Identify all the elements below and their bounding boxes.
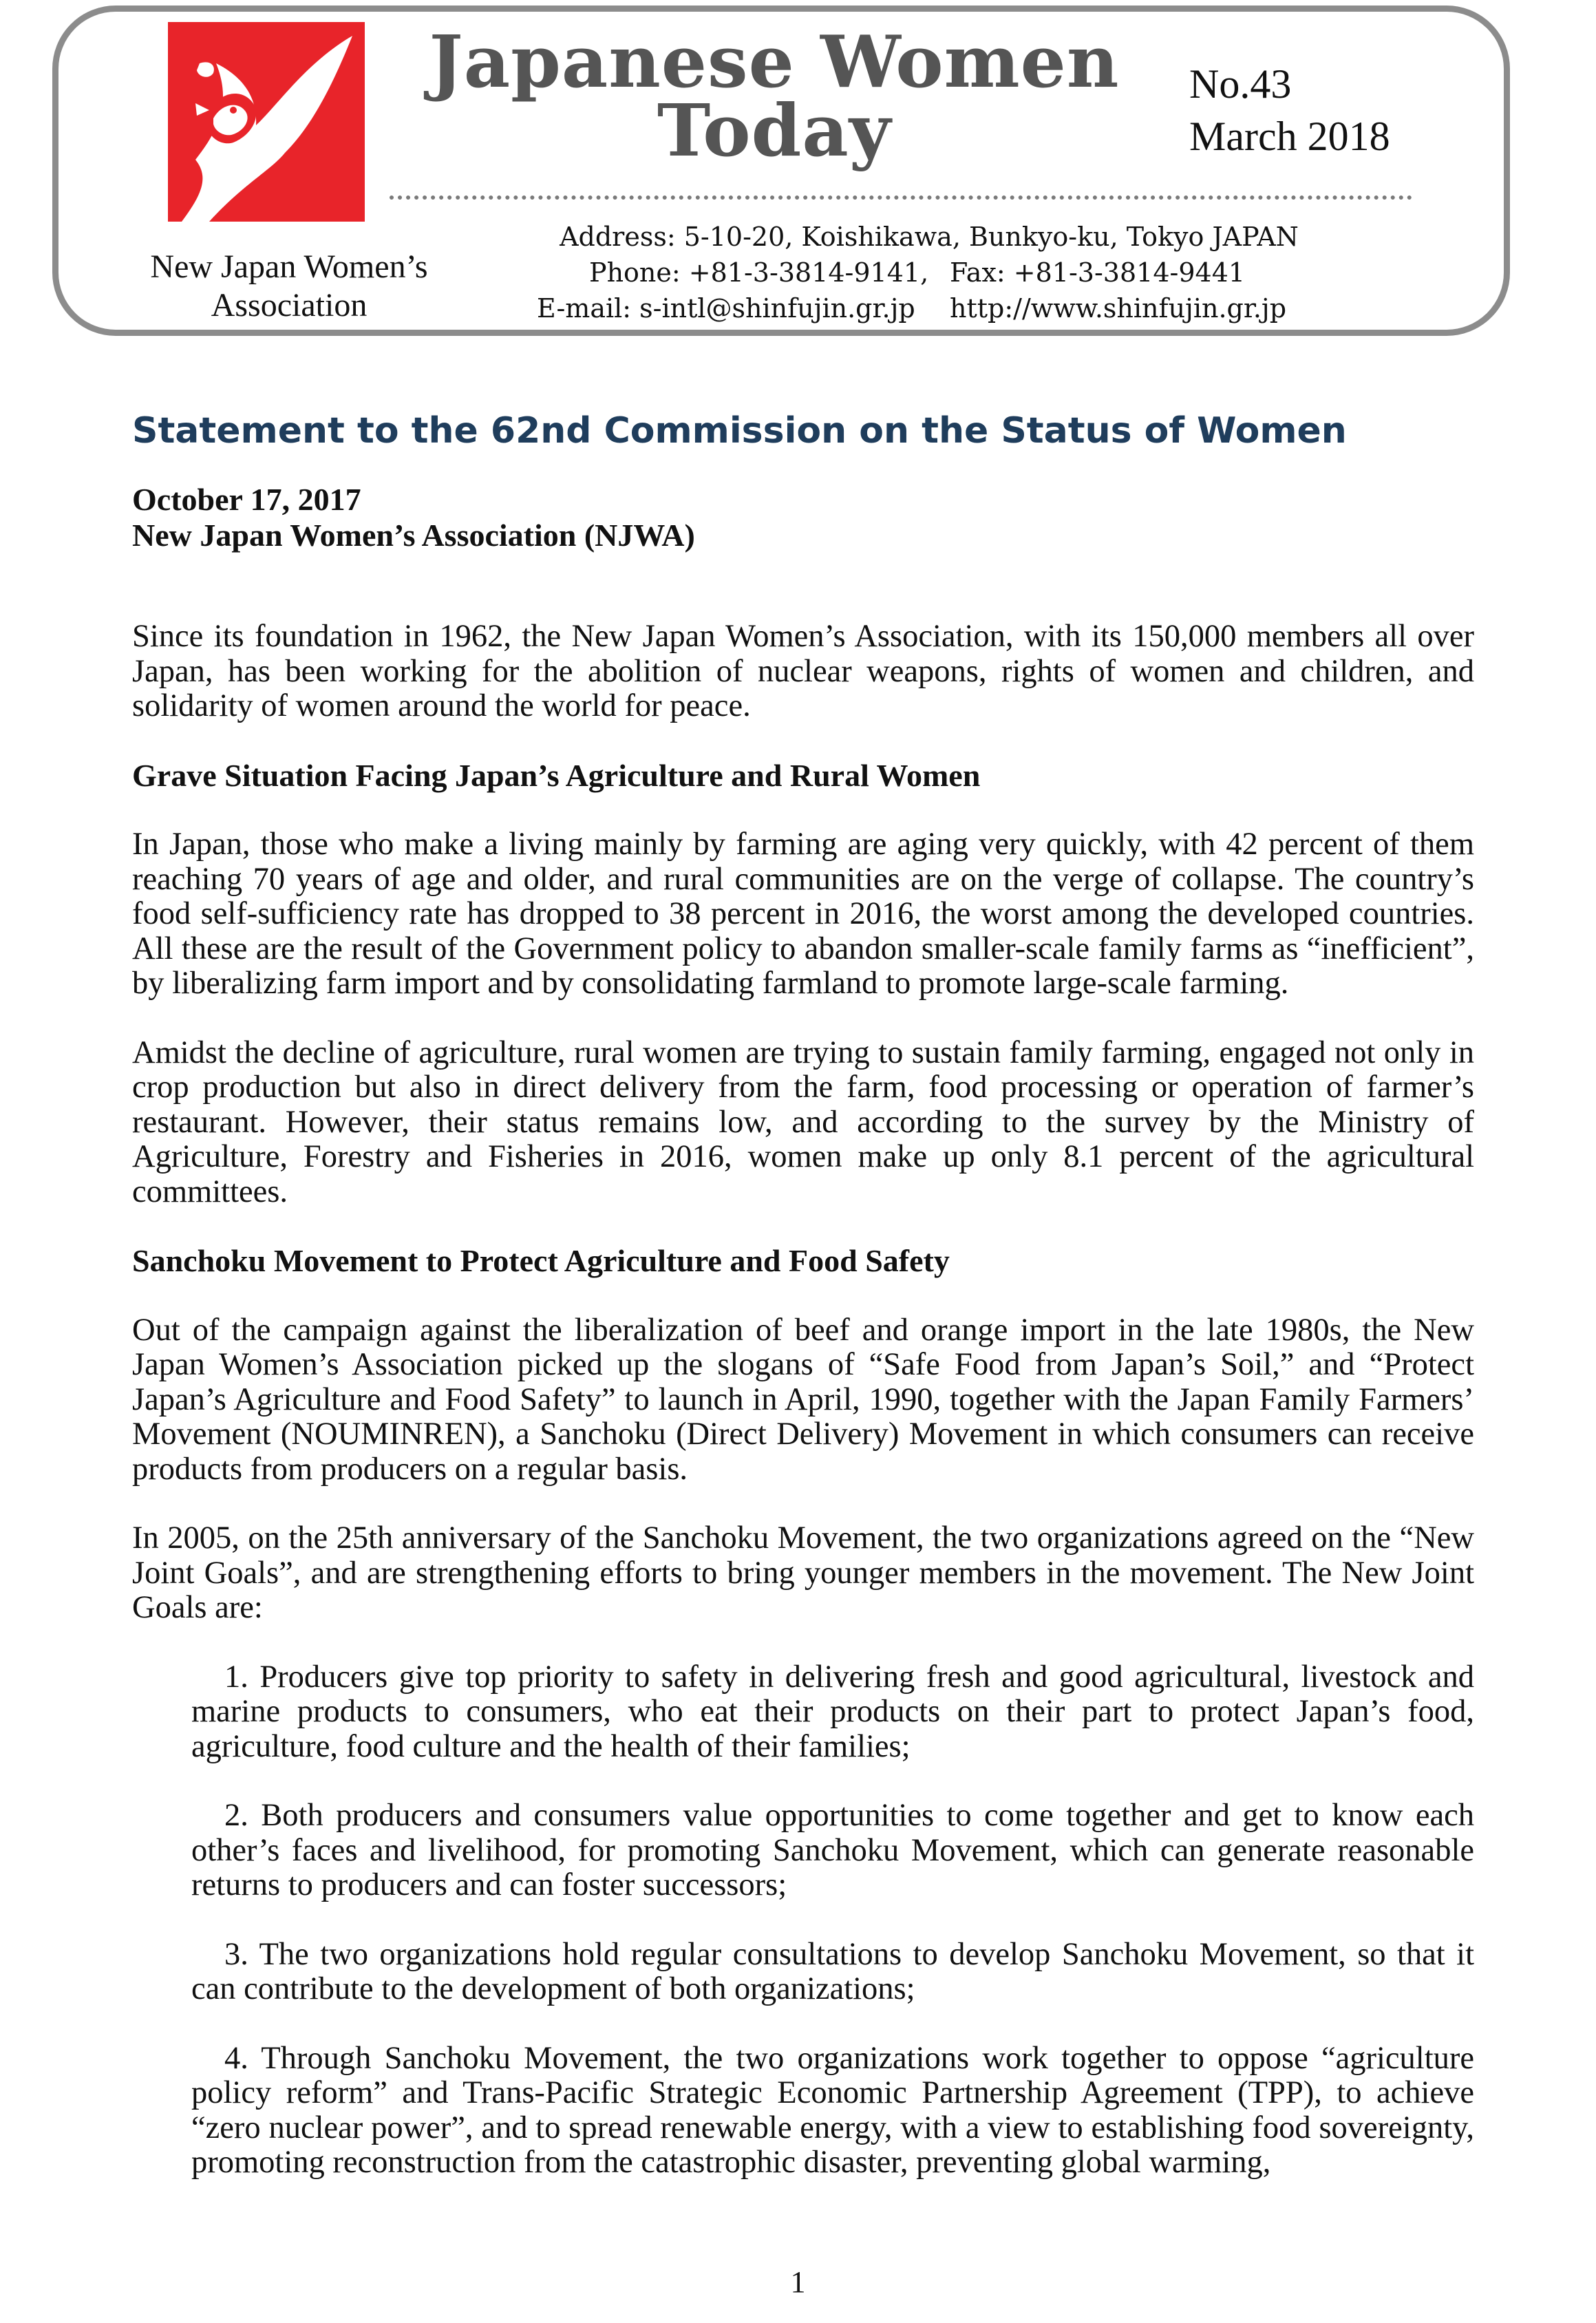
paragraph-aging-farmers: In Japan, those who make a living mainly by farming are aging very quickly, with 42 percent of them reaching 70 years of age and older, and rural communities are on the verge of collapse. The country’s food self-sufficiency rate has dropped to 38 percent in 2016, the worst among the developed countries. All these are the result of the Government policy to abandon smaller-scale family farms as “inefficient”, by liberalizing farm import and by consolidating farmland to promote large-scale farming. — [132, 827, 1474, 1001]
publication-title — [413, 19, 1136, 173]
intro-paragraph: Since its foundation in 1962, the New Japan Women’s Association, with its 150,000 members all over Japan, has been working for the abolition of nuclear weapons, rights of women and children, and solidarity of women around the world for peace. — [132, 619, 1474, 723]
paragraph-sanchoku-origin: Out of the campaign against the liberalization of beef and orange import in the late 1980s, the New Japan Women’s Association picked up the slogans of “Safe Food from Japan’s Soil,” and “Protect Japan’s Agriculture and Food Safety” to launch in April, 1990, together with the Japan Family Farmers’ Movement (NOUMINREN), a Sanchoku (Direct Delivery) Movement in which consumers can receive products from producers on a regular basis. — [132, 1312, 1474, 1487]
email-web-row — [537, 290, 1321, 326]
section-heading-sanchoku: Sanchoku Movement to Protect Agriculture and Food Safety — [132, 1243, 950, 1278]
contact-block — [537, 219, 1321, 326]
goal-item: 4. Through Sanchoku Movement, the two organizations work together to oppose “agriculture policy reform” and Trans-Pacific Strategic Economic Partnership Agreement (TPP), to achieve “zero nuclear power”, and to spread renewable energy, with a view to establishing food sovereignty, promoting reconstruction from the catastrophic disaster, preventing global warming, — [191, 2040, 1474, 2180]
statement-meta — [132, 482, 695, 553]
statement-title: Statement to the 62nd Commission on the Status of Women — [132, 410, 1347, 452]
dove-logo-icon — [168, 22, 365, 222]
paragraph-joint-goals: In 2005, on the 25th anniversary of the Sanchoku Movement, the two organizations agreed on the “New Joint Goals”, and are strengthening efforts to bring younger members in the movement. The New Joint Goals are: — [132, 1520, 1474, 1625]
phone-number: Phone: +81-3-3814-9141, — [589, 257, 929, 288]
paragraph-rural-women: Amidst the decline of agriculture, rural women are trying to sustain family farming, engaged not only in crop production but also in direct delivery from the farm, food processing or operation of farmer’s restaurant. However, their status remains low, and according to the survey by the Ministry of Agriculture, Forestry and Fisheries in 2016, women make up only 8.1 percent of the agricultural committees. — [132, 1035, 1474, 1209]
issue-date: March 2018 — [1189, 114, 1390, 159]
page-number: 1 — [790, 2265, 806, 2299]
issue-info — [1189, 58, 1390, 162]
goals-list — [132, 1660, 1474, 2181]
title-line1: Japanese Women — [429, 19, 1120, 104]
goal-item: 3. The two organizations hold regular consultations to develop Sanchoku Movement, so that it can contribute to the development of both organizations; — [191, 1936, 1474, 2006]
email-address[interactable]: E-mail: s-intl@shinfujin.gr.jp — [537, 293, 915, 323]
statement-body — [132, 619, 1474, 2215]
website-link[interactable]: http://www.shinfujin.gr.jp — [950, 293, 1287, 323]
dotted-divider — [390, 195, 1412, 200]
address-line: Address: 5-10-20, Koishikawa, Bunkyo-ku, Tokyo JAPAN — [560, 222, 1299, 252]
title-line2: Today — [657, 88, 892, 173]
org-name-line2: Association — [211, 287, 368, 323]
phone-fax-row — [537, 255, 1321, 290]
statement-date: October 17, 2017 — [132, 482, 361, 517]
goal-item: 2. Both producers and consumers value opportunities to come together and get to know each other’s faces and livelihood, for promoting Sanchoku Movement, which can generate reasonable returns to producers and can foster successors; — [191, 1798, 1474, 1902]
section-heading-agriculture: Grave Situation Facing Japan’s Agriculture and Rural Women — [132, 757, 981, 793]
org-name-line1: New Japan Women’s — [150, 248, 428, 285]
organization-name — [89, 248, 489, 325]
issue-number: No.43 — [1189, 61, 1292, 107]
statement-author: New Japan Women’s Association (NJWA) — [132, 518, 695, 553]
goal-item: 1. Producers give top priority to safety in delivering fresh and good agricultural, livestock and marine products to consumers, who eat their products on their part to protect Japan’s food, agriculture, food culture and the health of their families; — [191, 1659, 1474, 1764]
fax-number: Fax: +81-3-3814-9441 — [950, 257, 1246, 288]
